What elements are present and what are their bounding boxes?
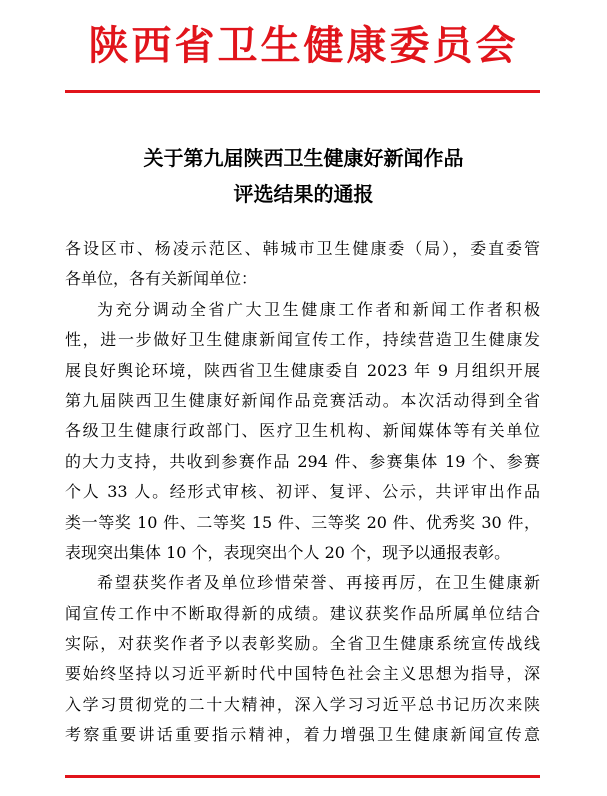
- paragraph-line: 的大力支持，共收到参赛作品 294 件、参赛集体 19 个、参赛: [65, 451, 540, 471]
- salutation-line: 各设区市、杨凌示范区、韩城市卫生健康委（局），委直委管: [65, 239, 540, 258]
- paragraph-line: 第九届陕西卫生健康好新闻作品竞赛活动。本次活动得到全省: [65, 390, 540, 410]
- document-body: [65, 234, 540, 751]
- document-title: [0, 140, 607, 212]
- paragraph-line: 表现突出集体 10 个，表现突出个人 20 个，现予以通报表彰。: [65, 542, 511, 562]
- salutation: [65, 234, 540, 295]
- paragraph-line: 各级卫生健康行政部门、医疗卫生机构、新闻媒体等有关单位: [65, 421, 540, 441]
- paragraph-line: 类一等奖 10 件、二等奖 15 件、三等奖 20 件、优秀奖 30 件，: [65, 512, 540, 532]
- paragraph-line: 入学习贯彻党的二十大精神，深入学习习近平总书记历次来陕: [65, 694, 540, 714]
- paragraph-line: 考察重要讲话重要指示精神，着力增强卫生健康新闻宣传意: [65, 725, 540, 745]
- document-title-line-1: 关于第九届陕西卫生健康好新闻作品: [143, 146, 464, 170]
- paragraph-line: 闻宣传工作中不断取得新的成绩。建议获奖作品所属单位结合: [65, 603, 540, 623]
- salutation-line: 各单位，各有关新闻单位：: [65, 269, 258, 289]
- paragraph-line: 个人 33 人。经形式审核、初评、复评、公示，共评审出作品: [65, 482, 540, 502]
- paragraph-line: 为充分调动全省广大卫生健康工作者和新闻工作者积极: [97, 299, 540, 319]
- paragraph-line: 希望获奖作者及单位珍惜荣誉、再接再厉，在卫生健康新: [97, 573, 540, 593]
- paragraph-line: 实际，对获奖作者予以表彰奖励。全省卫生健康系统宣传战线: [65, 634, 540, 654]
- letterhead-title: 陕西省卫生健康委员会: [88, 22, 519, 69]
- letterhead-red-rule: [65, 90, 540, 93]
- footer-red-rule: [65, 775, 540, 778]
- paragraph-line: 性，进一步做好卫生健康新闻宣传工作，持续营造卫生健康发: [65, 330, 540, 350]
- paragraph-1: [65, 295, 540, 569]
- paragraph-line: 展良好舆论环境，陕西省卫生健康委自 2023 年 9 月组织开展: [65, 360, 540, 380]
- paragraph-2: [65, 568, 540, 750]
- document-title-line-2: 评选结果的通报: [233, 182, 374, 206]
- paragraph-line: 要始终坚持以习近平新时代中国特色社会主义思想为指导，深: [65, 664, 540, 684]
